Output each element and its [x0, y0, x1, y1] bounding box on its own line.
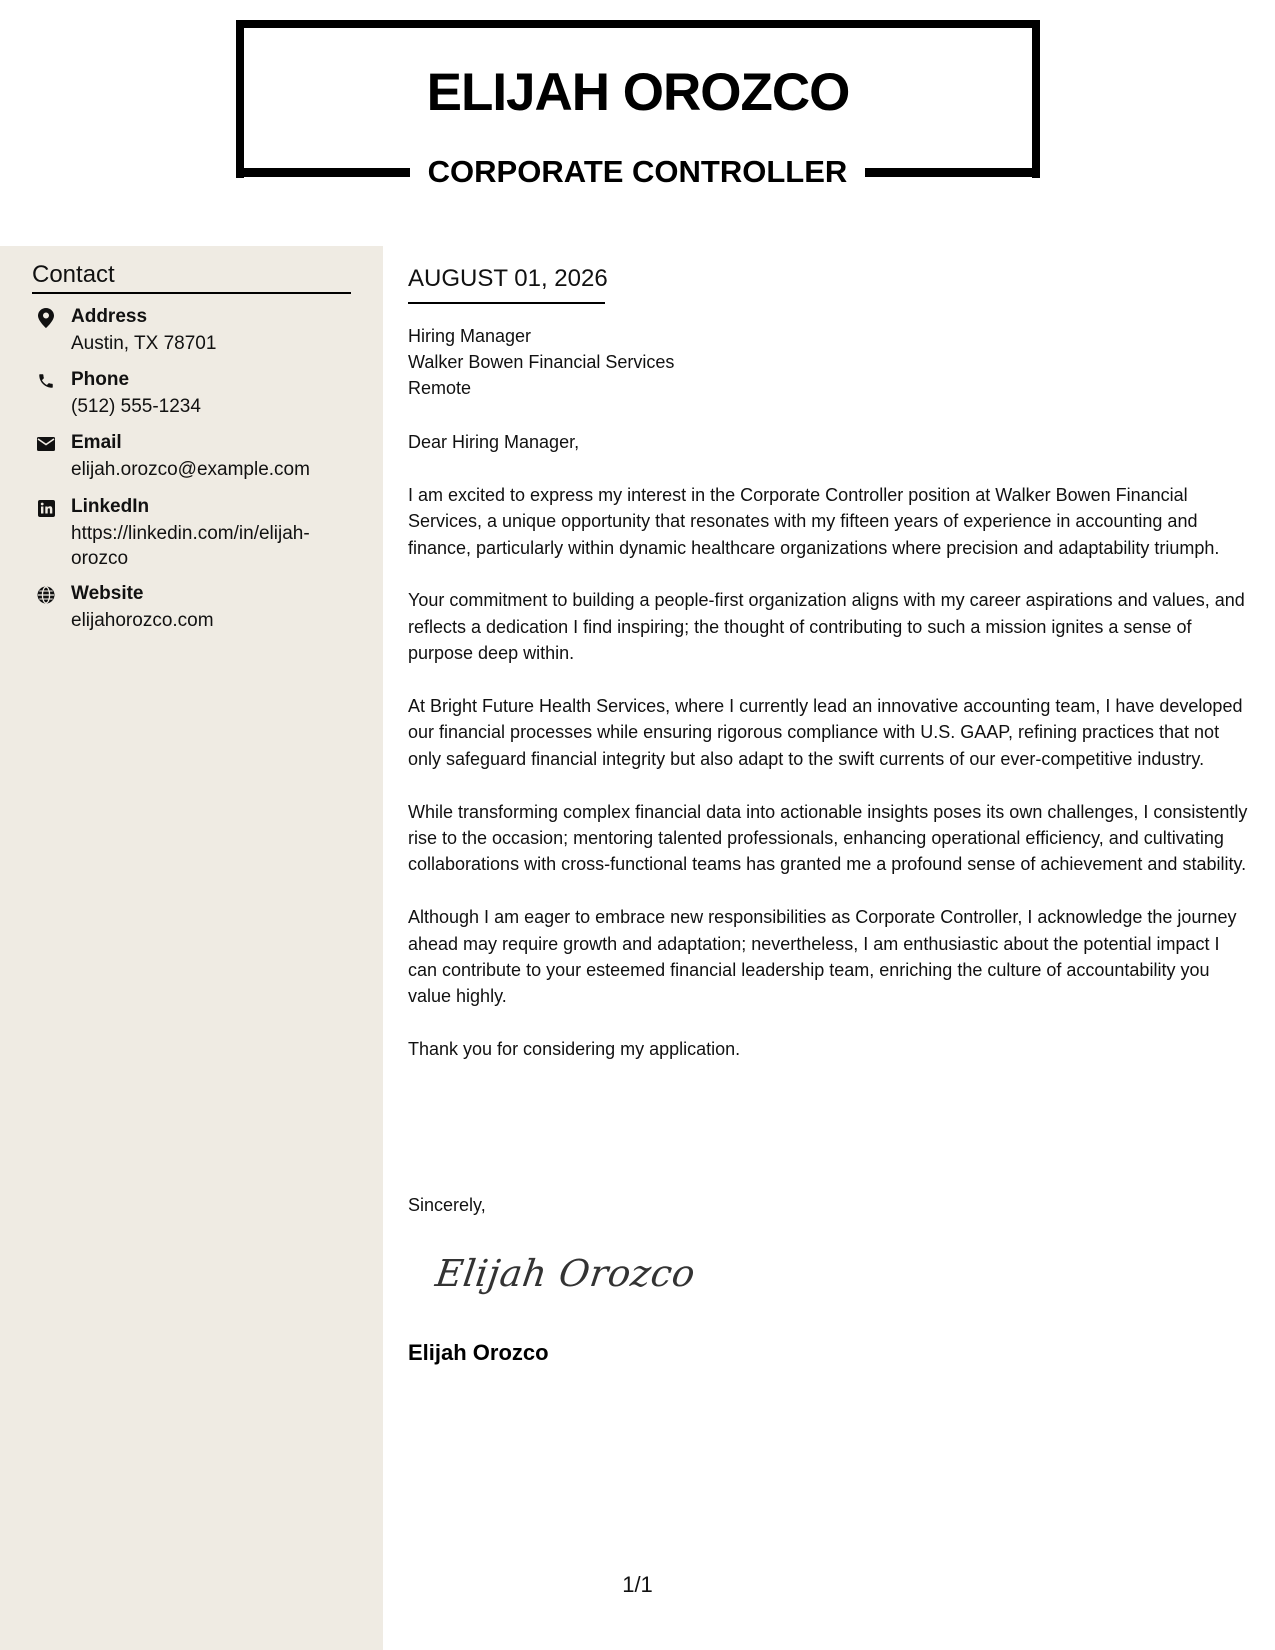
date-underline [408, 302, 605, 304]
job-title: CORPORATE CONTROLLER [427, 154, 848, 189]
website-link[interactable]: elijahorozco.com [71, 610, 214, 631]
closing: Sincerely, [408, 1195, 486, 1215]
page-number: 1/1 [622, 1572, 653, 1597]
contact-label: Website [71, 583, 144, 604]
envelope-icon [36, 434, 56, 454]
phone-icon [36, 371, 56, 391]
body-paragraph: At Bright Future Health Services, where I currently lead an innovative accounting team, I have developed our financial processes while ensuring rigorous compliance with U.S. GAAP, refining practices that not only safeguard financial integrity but also adapt to the swift currents of our ever-competitive industry. [408, 696, 1243, 769]
letter-body [408, 429, 1250, 1089]
contact-divider [32, 292, 351, 294]
header-frame-bottom-right [865, 168, 1040, 177]
contact-label: Email [71, 432, 122, 453]
email-link[interactable]: elijah.orozco@example.com [71, 459, 310, 480]
contact-label: Address [71, 306, 148, 327]
contact-heading: Contact [32, 261, 115, 288]
body-paragraph: While transforming complex financial data into actionable insights poses its own challenges, I consistently rise to the occasion; mentoring talented professionals, enhancing operational efficiency, and cultivating collaborations with cross-functional teams has granted me a profound sense of achievement and stability. [408, 801, 1248, 875]
address-value: Austin, TX 78701 [71, 333, 217, 354]
greeting: Dear Hiring Manager, [408, 432, 580, 452]
linkedin-icon [36, 498, 56, 518]
letter-date: AUGUST 01, 2026 [408, 265, 608, 292]
signer-name: Elijah Orozco [408, 1340, 549, 1365]
contact-label: LinkedIn [71, 496, 150, 517]
recipient-block [408, 323, 674, 401]
recipient-line: Remote [408, 378, 472, 398]
recipient-line: Hiring Manager [408, 326, 532, 346]
body-paragraph: Thank you for considering my application. [408, 1039, 741, 1060]
handwritten-signature: Elijah Orozco [432, 1252, 699, 1295]
globe-icon [36, 585, 56, 605]
body-paragraph: Although I am eager to embrace new responsibilities as Corporate Controller, I acknowledge the journey ahead may require growth and adaptation; nevertheless, I am enthusiastic about the potential impact I can contribute to your esteemed financial leadership team, enriching the culture of accountability you value highly. [408, 907, 1237, 1007]
recipient-line: Walker Bowen Financial Services [408, 352, 675, 372]
applicant-name: ELIJAH OROZCO [426, 63, 850, 122]
phone-value: (512) 555-1234 [71, 396, 201, 417]
body-paragraph: Your commitment to building a people-first organization aligns with my career aspirations and values, and reflects a dedication I find inspiring; the thought of contributing to such a mission ignites a sense of purpose deep within. [408, 590, 1245, 664]
header-frame-bottom-left [236, 168, 410, 177]
contact-label: Phone [71, 369, 130, 390]
linkedin-link[interactable]: https://linkedin.com/in/elijah-orozco [71, 523, 310, 569]
body-paragraph: I am excited to express my interest in the Corporate Controller position at Walker Bowen Financial Services, a unique opportunity that resonates with my fifteen years of experience in accounting and finance, particularly within dynamic healthcare organizations where precision and adaptability triumph. [408, 484, 1220, 558]
map-pin-icon [36, 308, 56, 328]
